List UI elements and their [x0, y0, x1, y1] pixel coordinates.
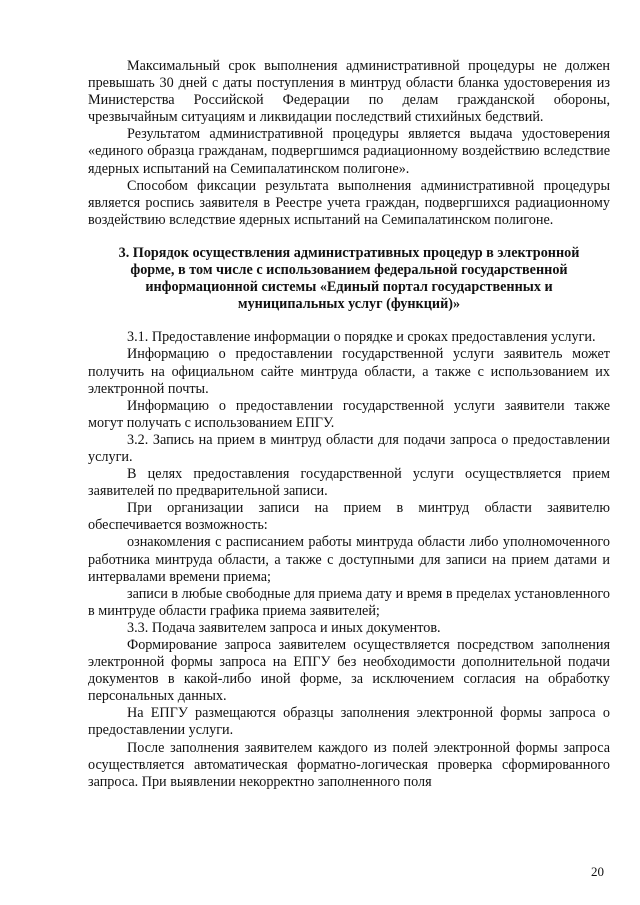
paragraph-appointment: В целях предоставления государственной услуги осуществляется прием заявителей по предварительной записи.: [88, 466, 610, 500]
paragraph-fixation: Способом фиксации результата выполнения административной процедуры является роспись заявителя в Реестре учета граждан, подвергшихся радиационному воздействию вследствие ядерных испытаний на Семипалатинском полигоне.: [88, 177, 610, 228]
paragraph-schedule: ознакомления с расписанием работы минтруда области либо уполномоченного работника минтруда области, а также с доступными для записи на прием датами и интервалами времени приема;: [88, 534, 610, 585]
paragraph-3-1: 3.1. Предоставление информации о порядке и сроках предоставления услуги.: [127, 329, 596, 346]
page-number: 20: [591, 864, 604, 879]
section-heading: 3. Порядок осуществления административных процедур в электронной форме, в том числе с использованием федеральной государственной информационной системы «Единый портал государственных и муниципальных услуг (функций)»: [118, 244, 580, 313]
paragraph-form-request: Формирование запроса заявителем осуществляется посредством заполнения электронной формы запроса на ЕПГУ без необходимости дополнительной подачи документов в какой-либо иной форме, за исключением согласия на обработку персональных данных.: [88, 637, 610, 705]
paragraph-info-epgu: Информацию о предоставлении государственной услуги заявители также могут получать с использованием ЕПГУ.: [88, 397, 610, 431]
paragraph-max-term: Максимальный срок выполнения административной процедуры не должен превышать 30 дней с даты поступления в минтруд области бланка удостоверения из Министерства Российской Федерации по делам гражданской обороны, чрезвычайным ситуациям и ликвидации последствий стихийных бедствий.: [88, 58, 610, 126]
paragraph-result: Результатом административной процедуры является выдача удостоверения «единого образца гражданам, подвергшимся радиационному воздействию вследствие ядерных испытаний на Семипалатинском полигоне».: [88, 126, 610, 177]
paragraph-info-website: Информацию о предоставлении государственной услуги заявитель может получить на официальном сайте минтруда области, а также с использованием их электронной почты.: [88, 346, 610, 397]
paragraph-3-2: 3.2. Запись на прием в минтруд области для подачи запроса о предоставлении услуги.: [88, 431, 610, 465]
paragraph-free-slots: записи в любые свободные для приема дату и время в пределах установленного в минтруде области графика приема заявителей;: [88, 585, 610, 619]
paragraph-validation: После заполнения заявителем каждого из полей электронной формы запроса осуществляется автоматическая форматно-логическая проверка сформированного запроса. При выявлении некорректно заполненного поля: [88, 739, 610, 790]
paragraph-samples: На ЕПГУ размещаются образцы заполнения электронной формы запроса о предоставлении услуги.: [88, 705, 610, 739]
paragraph-3-3: 3.3. Подача заявителем запроса и иных документов.: [127, 619, 441, 636]
document-page: [88, 58, 610, 791]
paragraph-organization: При организации записи на прием в минтруд области заявителю обеспечивается возможность:: [88, 500, 610, 534]
